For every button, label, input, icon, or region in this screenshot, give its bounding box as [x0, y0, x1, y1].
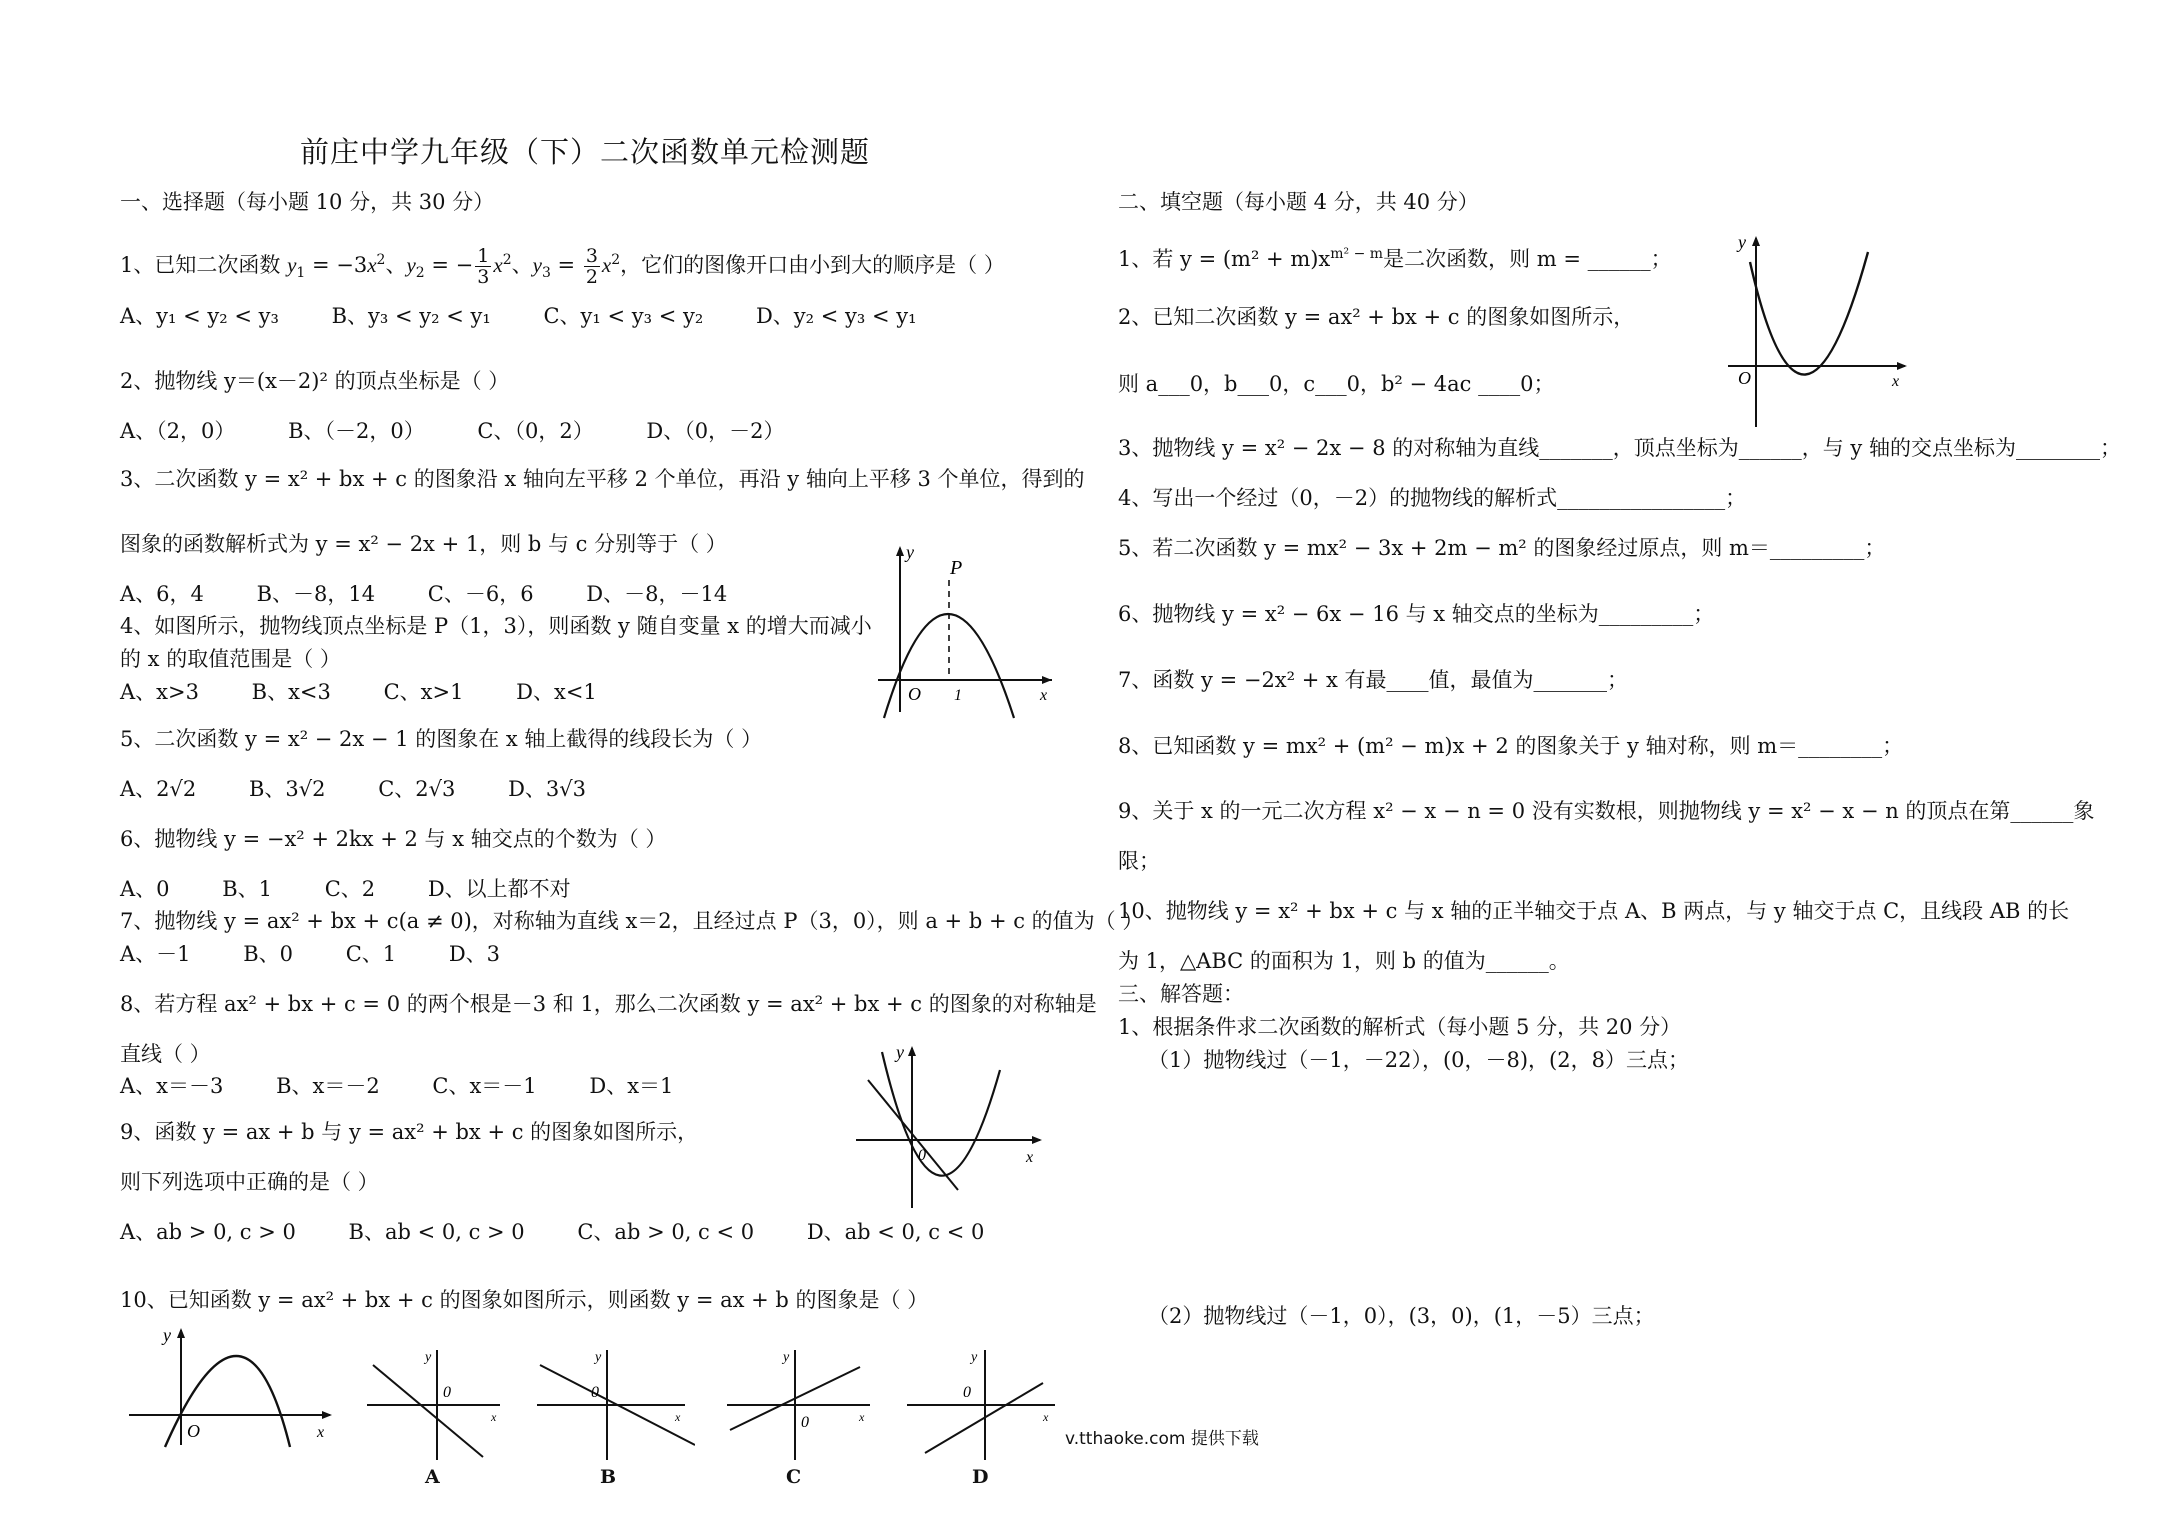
q5-option-b[interactable]: B、3√2 — [248, 777, 326, 801]
q2-option-a[interactable]: A、（2，0） — [120, 419, 236, 443]
question-9-line-2: 则下列选项中正确的是（ ） — [120, 1170, 379, 1194]
section-3-heading: 三、解答题： — [1118, 982, 1244, 1006]
fill-10-line-2: 为 1，△ABC 的面积为 1，则 b 的值为______。 — [1118, 949, 1570, 973]
q8-option-d[interactable]: D、x＝1 — [589, 1074, 674, 1098]
question-3-line-2: 图象的函数解析式为 y = x² − 2x + 1，则 b 与 c 分别等于（ ） — [120, 532, 727, 556]
svg-text:x: x — [859, 1410, 865, 1424]
q9-option-c[interactable]: C、ab > 0, c < 0 — [577, 1220, 755, 1244]
q9-option-d[interactable]: D、ab < 0, c < 0 — [806, 1220, 985, 1244]
q4-option-a[interactable]: A、x>3 — [120, 680, 199, 704]
q8-option-b[interactable]: B、x＝－2 — [276, 1074, 380, 1098]
svg-text:x: x — [491, 1410, 497, 1424]
q8-option-c[interactable]: C、x＝－1 — [432, 1074, 537, 1098]
svg-text:y: y — [906, 542, 914, 562]
q5-options — [120, 775, 632, 803]
q10-graph-d-label: D — [972, 1466, 989, 1488]
q10-graph-d[interactable] — [905, 1345, 1060, 1465]
fill-7: 7、函数 y = −2x² + x 有最____值，最值为_______； — [1118, 668, 1629, 692]
q1-prefix: 1、已知二次函数 — [120, 253, 281, 277]
q6-option-a[interactable]: A、0 — [120, 877, 170, 901]
fill-10-line-1: 10、抛物线 y = x² + bx + c 与 x 轴的正半轴交于点 A、B 两点，与 y 轴交于点 C，且线段 AB 的长 — [1118, 899, 2070, 923]
question-4-line-2: 的 x 的取值范围是（ ） — [120, 647, 341, 671]
svg-text:y: y — [425, 1350, 432, 1365]
q4-option-d[interactable]: D、x<1 — [516, 680, 597, 704]
svg-text:y: y — [1738, 232, 1746, 252]
svg-text:y: y — [971, 1350, 978, 1365]
q4-option-b[interactable]: B、x<3 — [251, 680, 331, 704]
q8-option-a[interactable]: A、x＝－3 — [120, 1074, 224, 1098]
fill-1 — [1118, 240, 1672, 273]
q2-option-d[interactable]: D、（0，－2） — [646, 419, 785, 443]
question-1: 1、已知二次函数 $y_1 = -3x^2$、$y_2$ = − $\frac{1}{3}$ $x^2$、$y_3$ = $\frac{3}{2}$ $x^2$，它们的图像开口由小到大的顺序是（ ） — [120, 245, 1005, 288]
q1-option-c[interactable]: C、y₁ < y₃ < y₂ — [543, 304, 704, 328]
svg-text:0: 0 — [801, 1414, 809, 1431]
q10-graph-a[interactable] — [365, 1345, 505, 1465]
q5-option-d[interactable]: D、3√3 — [508, 777, 587, 801]
q1-options — [120, 302, 963, 330]
q2-options — [120, 417, 830, 445]
svg-text:0: 0 — [443, 1384, 451, 1401]
svg-text:y: y — [896, 1042, 904, 1062]
question-5: 5、二次函数 y = x² − 2x − 1 的图象在 x 轴上截得的线段长为（ ） — [120, 727, 763, 751]
q6-option-c[interactable]: C、2 — [324, 877, 376, 901]
q4-options — [120, 678, 643, 706]
solve-1-heading: 1、根据条件求二次函数的解析式（每小题 5 分，共 20 分） — [1118, 1015, 1682, 1039]
q1-option-a[interactable]: A、y₁ < y₂ < y₃ — [120, 304, 279, 328]
f1-suffix: 是二次函数，则 m = ______； — [1383, 247, 1672, 271]
svg-text:x: x — [1043, 1410, 1049, 1424]
q2-option-c[interactable]: C、（0，2） — [477, 419, 594, 443]
question-6: 6、抛物线 y = −x² + 2kx + 2 与 x 轴交点的个数为（ ） — [120, 827, 667, 851]
svg-text:x: x — [1892, 373, 1900, 390]
q5-option-a[interactable]: A、2√2 — [120, 777, 197, 801]
fill-8: 8、已知函数 y = mx² + (m² − m)x + 2 的图象关于 y 轴对称，则 m＝________； — [1118, 734, 1904, 758]
q1-option-d[interactable]: D、y₂ < y₃ < y₁ — [755, 304, 917, 328]
q10-graph-b[interactable] — [535, 1345, 695, 1465]
q1-suffix: ，它们的图像开口由小到大的顺序是（ ） — [620, 253, 1005, 277]
q7-option-b[interactable]: B、0 — [243, 942, 294, 966]
f2-parabola-figure — [1720, 232, 1910, 432]
svg-text:O: O — [187, 1421, 200, 1441]
q3-option-d[interactable]: D、－8，－14 — [586, 582, 728, 606]
q8-options — [120, 1072, 719, 1100]
question-3-line-1: 3、二次函数 y = x² + bx + c 的图象沿 x 轴向左平移 2 个单位，再沿 y 轴向上平移 3 个单位，得到的 — [120, 467, 1085, 491]
fill-9-line-2: 限； — [1118, 849, 1160, 873]
question-8-line-1: 8、若方程 ax² + bx + c = 0 的两个根是－3 和 1，那么二次函数 y = ax² + bx + c 的图象的对称轴是 — [120, 992, 1097, 1016]
question-9-line-1: 9、函数 y = ax + b 与 y = ax² + bx + c 的图象如图所示， — [120, 1120, 699, 1144]
page-title: 前庄中学九年级（下）二次函数单元检测题 — [300, 135, 871, 169]
q4-option-c[interactable]: C、x>1 — [383, 680, 464, 704]
q7-option-a[interactable]: A、－1 — [120, 942, 191, 966]
q3-option-c[interactable]: C、－6，6 — [427, 582, 534, 606]
f1-exponent: m² − m — [1330, 246, 1384, 262]
q7-options — [120, 940, 546, 968]
q10-parabola-figure — [125, 1325, 335, 1450]
svg-text:1: 1 — [954, 687, 962, 704]
svg-text:x: x — [1040, 687, 1048, 704]
q10-graph-a-label: A — [425, 1466, 440, 1488]
svg-text:O: O — [1738, 368, 1751, 388]
solve-1-part-2: （2）抛物线过（－1，0），(3，0)，(1，－5）三点； — [1148, 1304, 1655, 1328]
q7-option-c[interactable]: C、1 — [345, 942, 397, 966]
fill-9-line-1: 9、关于 x 的一元二次方程 x² − x − n = 0 没有实数根，则抛物线 y = x² − x − n 的顶点在第______象 — [1118, 799, 2095, 823]
svg-text:P: P — [950, 557, 963, 579]
fill-2-line-2: 则 a___0，b___0，c___0，b² − 4ac ____0； — [1118, 372, 1555, 396]
q6-option-d[interactable]: D、以上都不对 — [427, 877, 571, 901]
q3-option-a[interactable]: A、6，4 — [120, 582, 204, 606]
fill-6: 6、抛物线 y = x² − 6x − 16 与 x 轴交点的坐标为_________； — [1118, 602, 1715, 626]
svg-text:x: x — [1026, 1149, 1034, 1166]
question-8-line-2: 直线（ ） — [120, 1042, 211, 1066]
fill-3: 3、抛物线 y = x² − 2x − 8 的对称轴为直线_______，顶点坐标为______，与 y 轴的交点坐标为________； — [1118, 436, 2121, 460]
solve-1-part-1: （1）抛物线过（－1，－22），(0，－8)，(2，8）三点； — [1148, 1048, 1689, 1072]
q3-options — [120, 580, 773, 608]
q6-option-b[interactable]: B、1 — [222, 877, 273, 901]
q10-graph-c-label: C — [786, 1466, 802, 1488]
q10-graph-b-label: B — [600, 1466, 617, 1488]
q9-line-parabola-figure — [850, 1040, 1050, 1215]
q3-option-b[interactable]: B、－8，14 — [256, 582, 376, 606]
svg-text:y: y — [163, 1325, 171, 1345]
q7-option-d[interactable]: D、3 — [448, 942, 501, 966]
svg-text:x: x — [675, 1410, 681, 1424]
svg-text:0: 0 — [918, 1147, 926, 1164]
question-10: 10、已知函数 y = ax² + bx + c 的图象如图所示，则函数 y = ax + b 的图象是（ ） — [120, 1288, 929, 1312]
question-4-line-1: 4、如图所示，抛物线顶点坐标是 P（1，3），则函数 y 随自变量 x 的增大而减小 — [120, 614, 872, 638]
section-2-heading: 二、填空题（每小题 4 分，共 40 分） — [1118, 190, 1479, 214]
q1-option-b[interactable]: B、y₃ < y₂ < y₁ — [331, 304, 491, 328]
q10-graph-c[interactable] — [725, 1345, 875, 1465]
q2-option-b[interactable]: B、（－2，0） — [288, 419, 425, 443]
svg-text:y: y — [595, 1350, 602, 1365]
q9-option-b[interactable]: B、ab < 0, c > 0 — [348, 1220, 525, 1244]
svg-text:y: y — [783, 1350, 790, 1365]
question-2: 2、抛物线 y＝(x－2)² 的顶点坐标是（ ） — [120, 369, 510, 393]
q6-options — [120, 875, 617, 903]
question-7: 7、抛物线 y = ax² + bx + c(a ≠ 0)，对称轴为直线 x＝2，且经过点 P（3，0），则 a + b + c 的值为（ ） — [120, 909, 1144, 933]
fill-4: 4、写出一个经过（0，－2）的抛物线的解析式________________； — [1118, 486, 1747, 510]
q5-option-c[interactable]: C、2√3 — [378, 777, 456, 801]
svg-text:0: 0 — [591, 1384, 599, 1401]
svg-text:0: 0 — [963, 1384, 971, 1401]
svg-text:x: x — [317, 1424, 325, 1441]
q9-option-a[interactable]: A、ab > 0, c > 0 — [120, 1220, 296, 1244]
f1-prefix: 1、若 y = (m² + m)x — [1118, 247, 1331, 271]
source-footer: v.tthaoke.com 提供下载 — [1065, 1429, 1259, 1449]
section-1-heading: 一、选择题（每小题 10 分，共 30 分） — [120, 190, 495, 214]
svg-text:O: O — [908, 684, 921, 704]
q9-options — [120, 1218, 1030, 1246]
fill-2-line-1: 2、已知二次函数 y = ax² + bx + c 的图象如图所示， — [1118, 305, 1635, 329]
q4-parabola-figure — [870, 540, 1060, 720]
fill-5: 5、若二次函数 y = mx² − 3x + 2m − m² 的图象经过原点，则 m＝_________； — [1118, 536, 1886, 560]
